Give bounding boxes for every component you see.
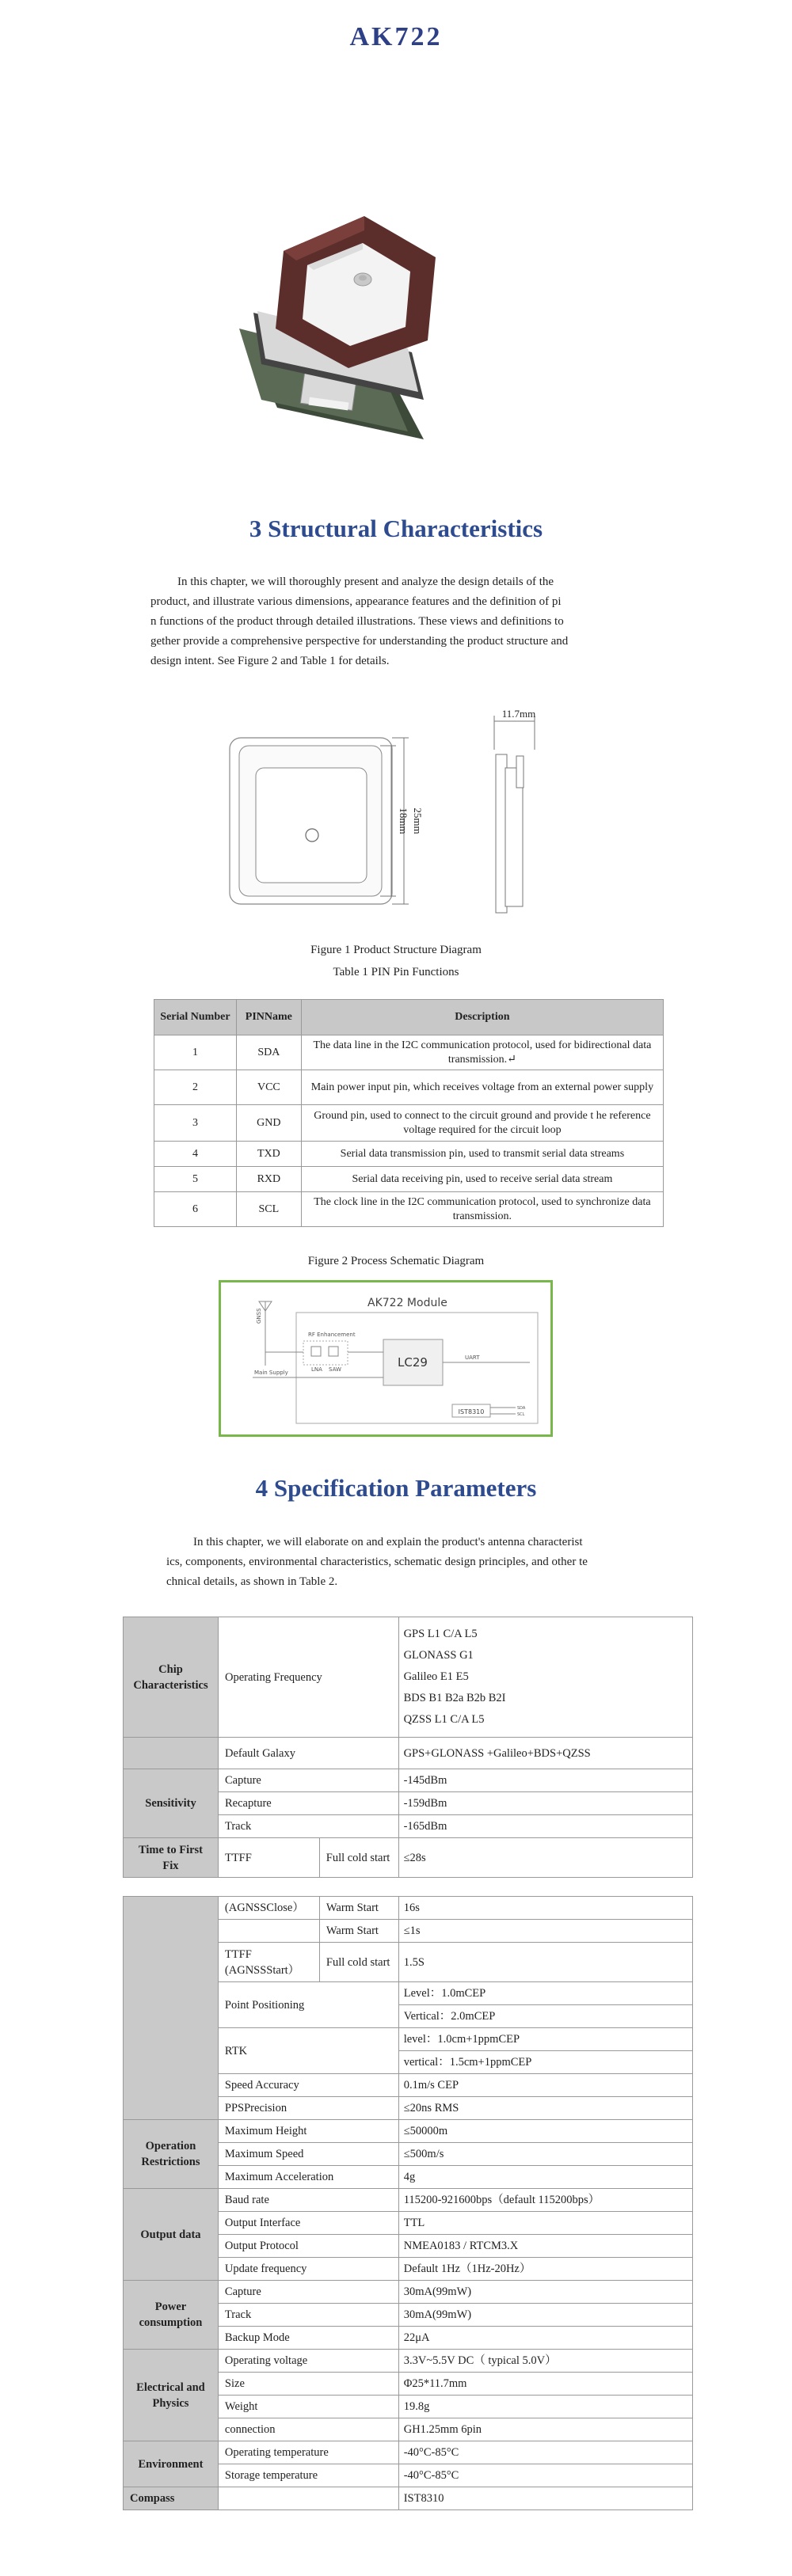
main-supply-label: Main Supply: [254, 1370, 288, 1376]
capture-value: -145dBm: [398, 1769, 692, 1792]
ttff-label: TTFF: [218, 1838, 319, 1878]
table-row: [154, 1105, 664, 1142]
section4-line: ics, components, environmental characteristics, schematic design principles, and other te: [166, 1556, 588, 1568]
section3-line: In this chapter, we will thoroughly present and analyze the design details of the: [177, 576, 554, 588]
serial-cell: 1: [154, 1035, 237, 1070]
process-schematic-diagram: [219, 1280, 553, 1437]
category-electrical-physics: Electrical and Physics: [124, 2350, 219, 2441]
power-track-value: 30mA(99mW): [398, 2304, 692, 2327]
frequency-item: Galileo E1 E5: [403, 1670, 469, 1683]
frequency-item: QZSS L1 C/A L5: [403, 1713, 485, 1726]
pps-precision-value: ≤20ns RMS: [398, 2097, 692, 2120]
pin-cell: SCL: [236, 1192, 301, 1227]
frequency-item: GLONASS G1: [403, 1649, 474, 1662]
category-compass: Compass: [124, 2487, 219, 2510]
operating-frequency-label: Operating Frequency: [218, 1617, 398, 1738]
warm-start-value-2: ≤1s: [398, 1920, 692, 1943]
category-power-consumption: Power consumption: [124, 2281, 219, 2350]
section3-line: design intent. See Figure 2 and Table 1 for details.: [150, 655, 390, 667]
warm-start-value: 16s: [398, 1897, 692, 1920]
output-protocol-value: NMEA0183 / RTCM3.X: [398, 2235, 692, 2258]
category-chip-characteristics: Chip Characteristics: [124, 1617, 219, 1738]
storage-temperature-label: Storage temperature: [218, 2464, 398, 2487]
max-speed-value: ≤500m/s: [398, 2143, 692, 2166]
table1-caption: Table 1 PIN Pin Functions: [333, 966, 459, 978]
output-protocol-label: Output Protocol: [218, 2235, 398, 2258]
output-interface-value: TTL: [398, 2212, 692, 2235]
spec-table-part2: [123, 1896, 693, 2510]
serial-cell: 5: [154, 1167, 237, 1192]
section3-line: product, and illustrate various dimensions, appearance features and the definition of pi: [150, 595, 562, 608]
section3-line: gether provide a comprehensive perspective for understanding the product structure and: [150, 635, 569, 648]
structure-diagram: [222, 709, 586, 914]
table-row: [124, 2281, 693, 2304]
table-row: [124, 2441, 693, 2464]
baud-rate-value: 115200-921600bps（default 115200bps）: [398, 2189, 692, 2212]
pin-cell: RXD: [236, 1167, 301, 1192]
backup-mode-value: 22μA: [398, 2327, 692, 2350]
compass-value: IST8310: [398, 2487, 692, 2510]
category-operation-restrictions: Operation Restrictions: [124, 2120, 219, 2189]
width-dim-label: 11.7mm: [501, 709, 536, 720]
section3-paragraph: [150, 572, 634, 671]
power-capture-value: 30mA(99mW): [398, 2281, 692, 2304]
figure2-caption: Figure 2 Process Schematic Diagram: [307, 1255, 485, 1267]
rf-enhancement-label: RF Enhancement: [308, 1332, 356, 1338]
output-interface-label: Output Interface: [218, 2212, 398, 2235]
default-galaxy-label: Default Galaxy: [218, 1738, 398, 1769]
section4-paragraph: [166, 1533, 646, 1592]
table-row: [154, 1070, 664, 1105]
warm-start-label: Warm Start: [319, 1897, 398, 1920]
max-height-label: Maximum Height: [218, 2120, 398, 2143]
height-dim-label: 25mm: [412, 807, 424, 834]
spec-table-part1: [123, 1617, 693, 1878]
speed-accuracy-label: Speed Accuracy: [218, 2074, 398, 2097]
table-row: [154, 1035, 664, 1070]
weight-label: Weight: [218, 2396, 398, 2418]
table-row: [124, 2350, 693, 2373]
category-ttff: Time to First Fix: [124, 1838, 219, 1878]
storage-temperature-value: -40°C-85°C: [398, 2464, 692, 2487]
operating-frequency-values: [398, 1617, 692, 1738]
max-height-value: ≤50000m: [398, 2120, 692, 2143]
backup-mode-label: Backup Mode: [218, 2327, 398, 2350]
frequency-item: GPS L1 C/A L5: [403, 1628, 478, 1640]
category-empty: [124, 1897, 219, 2120]
table-header-row: [154, 1000, 664, 1035]
size-value: Φ25*11.7mm: [398, 2373, 692, 2396]
pin-cell: TXD: [236, 1142, 301, 1167]
description-cell: The data line in the I2C communication protocol, used for bidirectional data transmission.↵: [301, 1035, 663, 1070]
operating-voltage-label: Operating voltage: [218, 2350, 398, 2373]
warm-start-label-2: Warm Start: [319, 1920, 398, 1943]
max-acceleration-label: Maximum Acceleration: [218, 2166, 398, 2189]
pin-cell: VCC: [236, 1070, 301, 1105]
table-row: [124, 1897, 693, 1920]
table-row: [124, 2189, 693, 2212]
empty-cell: [218, 1920, 319, 1943]
antenna-label: GNSS: [256, 1308, 262, 1324]
frequency-item: BDS B1 B2a B2b B2I: [403, 1692, 506, 1704]
baud-rate-label: Baud rate: [218, 2189, 398, 2212]
rtk-label: RTK: [218, 2028, 398, 2074]
lna-label: LNA: [311, 1366, 322, 1373]
serial-cell: 2: [154, 1070, 237, 1105]
connection-value: GH1.25mm 6pin: [398, 2418, 692, 2441]
saw-label: SAW: [329, 1366, 341, 1373]
table-row: [124, 2120, 693, 2143]
point-positioning-label: Point Positioning: [218, 1982, 398, 2028]
rtk-vertical-value: vertical：1.5cm+1ppmCEP: [398, 2051, 692, 2074]
table-row: [124, 1769, 693, 1792]
category-empty: [124, 1738, 219, 1769]
table-row: [154, 1167, 664, 1192]
ttff-agnss-start-label: TTFF (AGNSSStart）: [218, 1943, 319, 1982]
category-sensitivity: Sensitivity: [124, 1769, 219, 1838]
serial-cell: 4: [154, 1142, 237, 1167]
serial-cell: 6: [154, 1192, 237, 1227]
product-title: AK722: [349, 22, 443, 51]
agnss-close-label: (AGNSSClose）: [218, 1897, 319, 1920]
description-cell: Serial data receiving pin, used to receive serial data stream: [301, 1167, 663, 1192]
table-row: [124, 1838, 693, 1878]
sensor-label: IST8310: [458, 1408, 485, 1415]
section4-heading: 4 Specification Parameters: [255, 1474, 537, 1502]
weight-value: 19.8g: [398, 2396, 692, 2418]
description-cell: Serial data transmission pin, used to transmit serial data streams: [301, 1142, 663, 1167]
category-environment: Environment: [124, 2441, 219, 2487]
serial-cell: 3: [154, 1105, 237, 1142]
header-pin: PINName: [236, 1000, 301, 1035]
section4-line: chnical details, as shown in Table 2.: [166, 1575, 338, 1588]
full-cold-start-value: ≤28s: [398, 1838, 692, 1878]
track-label: Track: [218, 1815, 398, 1838]
point-vertical-value: Vertical：2.0mCEP: [398, 2005, 692, 2028]
operating-voltage-value: 3.3V~5.5V DC（ typical 5.0V）: [398, 2350, 692, 2373]
power-capture-label: Capture: [218, 2281, 398, 2304]
pin-a-label: SDA: [517, 1406, 526, 1411]
module-label: AK722 Module: [367, 1297, 447, 1309]
section4-line: In this chapter, we will elaborate on and explain the product's antenna characterist: [193, 1536, 583, 1548]
description-cell: The clock line in the I2C communication protocol, used to synchronize data transmission.: [301, 1192, 663, 1227]
full-cold-start-value: 1.5S: [398, 1943, 692, 1982]
figure1-caption: Figure 1 Product Structure Diagram: [310, 944, 482, 956]
track-value: -165dBm: [398, 1815, 692, 1838]
size-label: Size: [218, 2373, 398, 2396]
max-acceleration-value: 4g: [398, 2166, 692, 2189]
pps-precision-label: PPSPrecision: [218, 2097, 398, 2120]
full-cold-start-label: Full cold start: [319, 1943, 398, 1982]
table-row: [124, 1617, 693, 1738]
category-output-data: Output data: [124, 2189, 219, 2281]
table-row: [154, 1142, 664, 1167]
pin-cell: SDA: [236, 1035, 301, 1070]
pin-functions-table: [154, 999, 664, 1227]
power-track-label: Track: [218, 2304, 398, 2327]
inner-dim-label: 18mm: [398, 807, 409, 834]
header-description: Description: [301, 1000, 663, 1035]
product-photo: [230, 202, 546, 455]
uart-label: UART: [465, 1354, 480, 1361]
table-row: [124, 2487, 693, 2510]
speed-accuracy-value: 0.1m/s CEP: [398, 2074, 692, 2097]
capture-label: Capture: [218, 1769, 398, 1792]
max-speed-label: Maximum Speed: [218, 2143, 398, 2166]
point-level-value: Level：1.0mCEP: [398, 1982, 692, 2005]
table-row: [154, 1192, 664, 1227]
chip-label: LC29: [398, 1355, 428, 1370]
table-row: [124, 1738, 693, 1769]
recapture-label: Recapture: [218, 1792, 398, 1815]
rtk-level-value: level：1.0cm+1ppmCEP: [398, 2028, 692, 2051]
recapture-value: -159dBm: [398, 1792, 692, 1815]
description-cell: Ground pin, used to connect to the circuit ground and provide t he reference voltage required for the circuit loop: [301, 1105, 663, 1142]
pin-b-label: SCL: [517, 1412, 525, 1417]
compass-label-empty: [218, 2487, 398, 2510]
header-serial: Serial Number: [154, 1000, 237, 1035]
operating-temperature-label: Operating temperature: [218, 2441, 398, 2464]
full-cold-start-label: Full cold start: [319, 1838, 398, 1878]
section3-line: n functions of the product through detailed illustrations. These views and definitions to: [150, 615, 564, 628]
pin-cell: GND: [236, 1105, 301, 1142]
description-cell: Main power input pin, which receives voltage from an external power supply: [301, 1070, 663, 1105]
operating-temperature-value: -40°C-85°C: [398, 2441, 692, 2464]
section3-heading: 3 Structural Characteristics: [249, 515, 543, 542]
connection-label: connection: [218, 2418, 398, 2441]
update-frequency-value: Default 1Hz（1Hz-20Hz）: [398, 2258, 692, 2281]
update-frequency-label: Update frequency: [218, 2258, 398, 2281]
default-galaxy-value: GPS+GLONASS +Galileo+BDS+QZSS: [398, 1738, 692, 1769]
